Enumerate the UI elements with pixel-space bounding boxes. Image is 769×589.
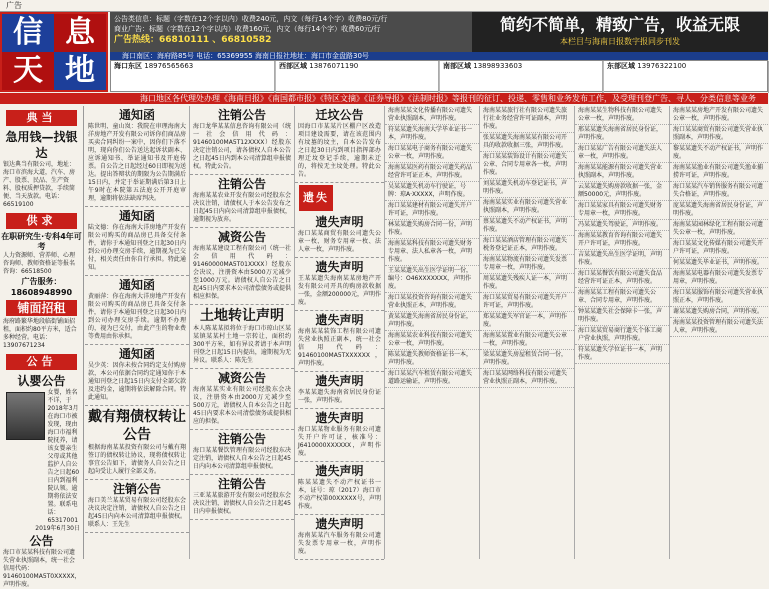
- listing-item: 海南某某科技有限公司遗失财务专用章、法人私章各一枚，声明作废。: [385, 239, 479, 266]
- listing-item: 海口某某投资咨询有限公司遗失营业执照正本，声明作废。: [385, 293, 479, 312]
- notice-block: [85, 276, 189, 345]
- logo-char: 信: [2, 14, 54, 52]
- notice-text: 海南某某农业开发有限公司经股东会决议注销，请债权人于本公告发布之日起45日内向公司清算组申报债权，逾期视为放弃。: [193, 192, 291, 223]
- slogan-main: 简约不简单，精致广告，收益无限: [499, 15, 740, 34]
- masthead: [0, 12, 768, 92]
- listing-item: 陈某某遗失教师资格证书一本，声明作废。: [385, 350, 479, 369]
- hotline: 广告热线：66810111 、66810582: [114, 35, 272, 45]
- listing-item: 何某某遗失毕业证书，声明作废。: [670, 258, 768, 269]
- address-line: 海口南区：海府路85号 电话：65369955 海南日报社地址：海口市金盘路30号: [110, 52, 768, 60]
- notice-text: 陆文德：你在海南大洋房地产开发有限公司购买的商品房已具备交付条件，请你于本通知刊登之日起30日内到公司办理交房手续，逾期视为已交付，相关责任由你自行承担。特此通知。: [88, 224, 186, 271]
- listing-item: 海南某某物流有限公司遗失发票专用章一枚，声明作废。: [480, 255, 574, 274]
- office-cell: [439, 61, 603, 93]
- notice-text: 海南某某实业有限公司经股东会决议，注册资本由2000万元减少至500万元，请债权人自本公告之日起45日内要求本公司清偿债务或提供相应的担保。: [193, 386, 291, 425]
- listing-item: 冯某某遗失驾驶证，声明作废。: [575, 220, 669, 231]
- listing-item: 海南某某生物科技有限公司遗失公章一枚，声明作废。: [575, 106, 669, 125]
- notice-text: 根据海南某某投资有限公司与戴有翔签订的债权转让协议，现将债权转让事宜公告如下，请债务人自公告之日起向受让人履行全部义务。: [88, 444, 186, 475]
- logo-char: 息: [54, 14, 106, 52]
- listing-item: 海南某某置业有限公司遗失公章一枚，声明作废。: [480, 331, 574, 350]
- listing-item: 黎某某遗失不动产权证书，声明作废。: [670, 144, 768, 163]
- listing-item: 海口某某家具有限公司遗失财务专用章一枚，声明作废。: [575, 201, 669, 220]
- office-table: [110, 60, 768, 92]
- office-name: 东部区域: [607, 62, 635, 70]
- notice-text: 海南某某建设工程有限公司（统一社会信用代码：91460000MA5T01XXXX）经股东会决议，注册资本由5000万元减少至1000万元。请债权人自公告之日起45日内要求本公司清偿债务或提供相应担保。: [193, 245, 291, 300]
- notice-title: 注销公告: [112, 482, 161, 496]
- logo-char: 地: [54, 52, 106, 90]
- notice-text: 陈世明、童山岚：我院在审理海南大洋房地产开发有限公司诉你们商品房买卖合同纠纷一案中，因你们下落不明，现向你们公告送达起诉状副本、应诉通知书、举证通知书及开庭传票。自公告之日起经过60日即视为送达。提出答辩状的期限为公告期满后15日内，并定于举证期满后第3日上午9时在本院第五法庭公开开庭审理，逾期将依法缺席判决。: [88, 123, 186, 202]
- listing-item: 符某某遗失学位证书一本，声明作废。: [575, 345, 669, 364]
- column-6: [480, 106, 575, 559]
- column-7: [575, 106, 670, 559]
- notice-title: 通知函: [118, 347, 155, 361]
- listing-item: 海南某某电器有限公司遗失发票专用章，声明作废。: [670, 269, 768, 288]
- listing-item: 林某某遗失购房合同一份，声明作废。: [385, 220, 479, 239]
- ad-headline: 认婴公告: [17, 374, 66, 388]
- listing-item: 海南某某文化传播有限公司遗失营业执照副本，声明作废。: [385, 106, 479, 125]
- notice-title: 注销公告: [217, 477, 266, 491]
- column-3: [190, 106, 295, 559]
- listing-item: 黄某某遗失海南省居民身份证，声明作废。: [385, 312, 479, 331]
- office-cell: [603, 61, 769, 93]
- listing-item: 刘某某遗失机动车登记证书，声明作废。: [480, 179, 574, 198]
- notice-block: [190, 305, 294, 369]
- notice-text: 海口某某商贸有限公司遗失公章一枚、财务专用章一枚、法人章一枚，声明作废。: [298, 230, 381, 253]
- ad-headline: 急用钱—找银达: [5, 130, 78, 160]
- notice-text: 黄丽萍：你在海南大洋房地产开发有限公司购买的商品房已具备交付条件，请你于本通知刊登之日起30日内到公司办理交房手续。逾期不办理的，视为已交付，由此产生的物业费等费用由你承担。: [88, 293, 186, 340]
- section-sticker: 遗失: [299, 185, 333, 211]
- left-column: [0, 106, 84, 588]
- ad-date: 2019年6月30日: [35, 525, 80, 532]
- ad-text: 女婴，姓名不详，于2018年3月在海口市被发现，现由海口市福利院抚养，请该女婴亲生父母或其他监护人自公告之日起60日内到福利院认领。逾期将依法安置。联系电话：65317001: [47, 389, 80, 524]
- notice-block: [295, 213, 384, 258]
- slogan-sub: 本栏目与海南日报数字报同步刊发: [560, 37, 680, 46]
- notice-text: 王某某遗失海南某某房地产开发有限公司开具的购房款收据一张，金额200000元，声明作废。: [298, 275, 381, 306]
- infant-photo: [6, 392, 45, 440]
- notice-title: 迁坟公告: [315, 108, 364, 122]
- office-name: 西部区域: [279, 62, 307, 70]
- notice-block: [190, 369, 294, 430]
- office-phone: 18976565663: [144, 62, 194, 70]
- section-tag: 公告: [6, 354, 77, 370]
- notice-title: 注销公告: [217, 177, 266, 191]
- listing-item: 海南某某农业科技有限公司遗失公章一枚，声明作废。: [385, 331, 479, 350]
- notice-title: 通知函: [118, 278, 155, 292]
- slogan-banner: [472, 12, 768, 52]
- listing-item: 海南某某渔业有限公司遗失渔业捕捞许可证，声明作废。: [670, 163, 768, 182]
- notice-text: 海口某某物业服务有限公司遗失开户许可证，核准号：J6410000XXXXXX，声明作废。: [298, 426, 381, 457]
- listing-item: 海南某某房地产开发有限公司遗失公章一枚，声明作废。: [670, 106, 768, 125]
- listing-item: 梁某某遗失房屋租赁合同一份，声明作废。: [480, 350, 574, 369]
- listing-item: 海口某某电子商务有限公司遗失公章一枚，声明作废。: [385, 144, 479, 163]
- notice-title: 减资公告: [217, 371, 266, 385]
- notice-block: [85, 406, 189, 480]
- notice-text: 三亚某某旅游开发有限公司经股东会决议注销，请债权人自公告之日起45日内申报债权。: [193, 492, 291, 515]
- notice-block: [295, 258, 384, 311]
- listing-item: 郑某某遗失军官证一本，声明作废。: [480, 312, 574, 331]
- office-name: 南部区域: [443, 62, 471, 70]
- office-name: 海口东区: [114, 62, 142, 70]
- listing-item: 蔡某某遗失不动产权证书，声明作废。: [480, 217, 574, 236]
- notice-title: 遗失声明: [315, 313, 364, 327]
- notice-text: 海口龙华某某信息咨询有限公司（统一社会信用代码：91460100MA5T12XXXX）经股东决定注销公司，请各债权人自本公告之日起45日内到本公司清算组申报债权。特此公告。: [193, 123, 291, 170]
- listing-item: 海口某某汽车销售服务有限公司遗失合格证，声明作废。: [670, 182, 768, 201]
- ad-headline: 在职研究生·专科4年可考: [1, 232, 82, 251]
- listing-item: 庞某某遗失海南省居民身份证，声明作废。: [670, 201, 768, 220]
- notice-title: 遗失声明: [315, 215, 364, 229]
- notice-block: [295, 106, 384, 183]
- notice-block: [295, 311, 384, 372]
- listing-item: 海口某某服饰有限公司遗失营业执照正本，声明作废。: [670, 288, 768, 307]
- notice-text: 李某某遗失海南省居民身份证一张，声明作废。: [298, 389, 381, 404]
- listing-item: 邢某某遗失海南省居民身份证，声明作废。: [575, 125, 669, 144]
- ad-text: 海府路繁华地段临街铺面招租，面积约80平方米，适合多种经营。电话：13907671234: [3, 318, 77, 349]
- listing-item: 海南某某投资管理有限公司遗失法人章，声明作废。: [670, 318, 768, 337]
- listing-item: 海南某某园林绿化工程有限公司遗失公章一枚，声明作废。: [670, 220, 768, 239]
- notice-block: [190, 228, 294, 305]
- notice-title: 遗失声明: [315, 374, 364, 388]
- ad-text: 银达典当有限公司，地址：海口市滨海大道，汽车、房产、股票、民品、生产资料、股权质押贷款，手续简便、当天放款。电话：66519100: [3, 161, 76, 208]
- listing-item: 海南某某旅行社有限公司遗失旅行社业务经营许可证副本，声明作废。: [480, 106, 574, 133]
- notice-title: 遗失声明: [315, 411, 364, 425]
- listing-item: 吉某某遗失出生医学证明，声明作废。: [575, 250, 669, 269]
- office-phone: 13876071190: [309, 62, 359, 70]
- notice-title: 减资公告: [217, 230, 266, 244]
- notice-title: 遗失声明: [315, 464, 364, 478]
- notice-block: [190, 430, 294, 475]
- listing-item: 云某某遗失购房款收据一张，金额50000元，声明作废。: [575, 182, 669, 201]
- price-line: 商业广告：标题（字数在12个字以内）收费160元，内文（每行14个字）收费60元/行: [114, 25, 381, 33]
- listing-item: 海口某某汽车租赁有限公司遗失道路运输证，声明作废。: [385, 369, 479, 388]
- notice-block: [85, 345, 189, 406]
- notice-title: 遗失声明: [315, 517, 364, 531]
- office-cell: [275, 61, 439, 93]
- listing-item: 钟某某遗失社会保障卡一张，声明作废。: [575, 307, 669, 326]
- notice-title: 注销公告: [217, 108, 266, 122]
- notice-block: [85, 207, 189, 276]
- office-phone: 13976322100: [637, 62, 687, 70]
- ad-headline: 公告: [29, 534, 54, 548]
- column-5: [385, 106, 480, 559]
- notice-title: 通知函: [118, 209, 155, 223]
- notice-title: 通知函: [118, 108, 155, 122]
- notice-title: 注销公告: [217, 432, 266, 446]
- column-8: [670, 106, 768, 559]
- notice-body: [0, 389, 83, 525]
- listing-item: 吴某某遗失机动车行驶证，号牌：琼A·XXXXX，声明作废。: [385, 182, 479, 201]
- logo: [0, 12, 108, 92]
- listing-item: 海口某某贸易有限公司遗失开户许可证，声明作废。: [480, 293, 574, 312]
- notice-title: 土地转让声明: [200, 308, 284, 324]
- office-cell: [111, 61, 275, 93]
- notice-text: 吴少英：因你未按合同约定支付购房款，本公司依据合同约定通知你于本通知刊登之日起15日内支付全部欠款及违约金，逾期将依法解除合同。特此通知。: [88, 362, 186, 401]
- notice-block: [190, 175, 294, 228]
- notice-block: [295, 462, 384, 515]
- notice-text: 因海口市某某片区棚户区改造项目建设需要，请在该范围内有坟墓的坟主，自本公告发布之日起30日内到项目指挥部办理迁坟登记手续，逾期未迁的，将按无主坟处理。特此公告。: [298, 123, 381, 178]
- listing-item: 海南某某实业有限公司遗失营业执照副本，声明作废。: [480, 198, 574, 217]
- notice-block: [85, 106, 189, 207]
- notice-block: [190, 106, 294, 175]
- column-2: [85, 106, 190, 559]
- listing-item: 海口某某酒店管理有限公司遗失税务登记证正本，声明作废。: [480, 236, 574, 255]
- notice-text: 陈某某遗失不动产权证书一本，证号：琼（2017）海口市不动产权第00XXXXX号，声明作废。: [298, 479, 381, 510]
- price-line: 公告类信息：标题（字数在12个字以内）收费240元，内文（每行14个字）收费80元/行: [114, 15, 388, 23]
- office-phone: 13898933603: [473, 62, 523, 70]
- logo-char: 天: [2, 52, 54, 90]
- notice-block: [295, 515, 384, 560]
- notice-text: 本人陈某某拟将位于海口市琼山区某某镇某某村土地一宗转让，面积约300平方米，如有异议者请于本声明刊登之日起15日内提出，逾期视为无异议。联系人：陈先生: [193, 325, 291, 364]
- listing-item: 海南某某工程有限公司遗失公章、合同专用章，声明作废。: [575, 288, 669, 307]
- notice-block: [295, 409, 384, 462]
- listing-item: 海南某某医药有限公司遗失药品经营许可证正本，声明作废。: [385, 163, 479, 182]
- section-tag: 供求: [6, 213, 77, 229]
- ad-headline: 铺面招租: [6, 300, 77, 316]
- listing-item: 张某某遗失海南某某有限公司开具的收款收据三张，声明作废。: [480, 133, 574, 152]
- service-stripe: 海口地区各代理处办理《海南日报》《南国都市报》《特区文摘》《证券导报》《法制时报》等报刊的征订、投递、零售和业务发布工作，及受理刊登广告、寻人、分类信息等业务: [0, 93, 768, 104]
- listing-item: 海口某某商贸有限公司遗失营业执照副本，声明作废。: [670, 125, 768, 144]
- listing-item: 海口某某网络科技有限公司遗失营业执照正副本，声明作废。: [480, 369, 574, 388]
- notice-block: [85, 480, 189, 533]
- listing-item: 海口某某装饰设计有限公司遗失公章、合同专用章各一枚，声明作废。: [480, 152, 574, 179]
- listing-item: 周某某遗失残疾人证一本，声明作废。: [480, 274, 574, 293]
- listing-item: 海口某某文化传媒有限公司遗失开户许可证，声明作废。: [670, 239, 768, 258]
- notice-block: [295, 372, 384, 409]
- listing-item: 海口某某餐饮有限公司遗失食品经营许可证正本，声明作废。: [575, 269, 669, 288]
- notice-text: 海口美兰某某贸易有限公司经股东会决议决定注销，请债权人自公告之日起45日内向本公司清算组申报债权。联系人：王先生: [88, 497, 186, 528]
- listing-item: 海口某某广告有限公司遗失法人章一枚，声明作废。: [575, 144, 669, 163]
- listing-item: 王某某遗失出生医学证明一份，编号：O46XXXXXXX，声明作废。: [385, 266, 479, 293]
- section-label: 广告: [0, 0, 768, 12]
- price-notice: [110, 12, 472, 52]
- column-4: [295, 106, 385, 559]
- ad-text: 人力资源师、营养师、心理咨询师、教师资格证等报名咨询：66518500: [3, 252, 76, 275]
- notice-block: [190, 475, 294, 520]
- ad-text: 海口市某某科技有限公司遗失营业执照副本，统一社会信用代码：91460100MA5T0XXXXX，声明作废。: [3, 549, 81, 588]
- listing-item: 谢某某遗失购房合同，声明作废。: [670, 307, 768, 318]
- listing-item: 海口某某贸易商行遗失个体工商户营业执照，声明作废。: [575, 326, 669, 345]
- notice-title: 戴有翔债权转让公告: [88, 409, 186, 443]
- listing-item: 符某某遗失海南大学毕业证书一本，声明作废。: [385, 125, 479, 144]
- notice-title: 遗失声明: [315, 260, 364, 274]
- notice-text: 海南某某汽车服务有限公司遗失发票专用章一枚，声明作废。: [298, 532, 381, 555]
- listing-item: 海南某某能源有限公司遗失营业执照副本，声明作废。: [575, 163, 669, 182]
- notice-text: 海口某某餐饮管理有限公司经股东决定注销，请债权人自本公告之日起45日内向本公司清算组申报债权。: [193, 447, 291, 470]
- listing-item: 海口某某建材有限公司遗失开户许可证，声明作废。: [385, 201, 479, 220]
- ad-headline: 广告服务：18608948990: [10, 277, 73, 297]
- section-tag: 典当: [6, 110, 77, 126]
- notice-text: 海南某某装饰工程有限公司遗失营业执照正副本，统一社会信用代码：91460100MA5TXXXXXX，声明作废。: [298, 328, 381, 367]
- listing-item: 海南某某教育咨询有限公司遗失开户许可证，声明作废。: [575, 231, 669, 250]
